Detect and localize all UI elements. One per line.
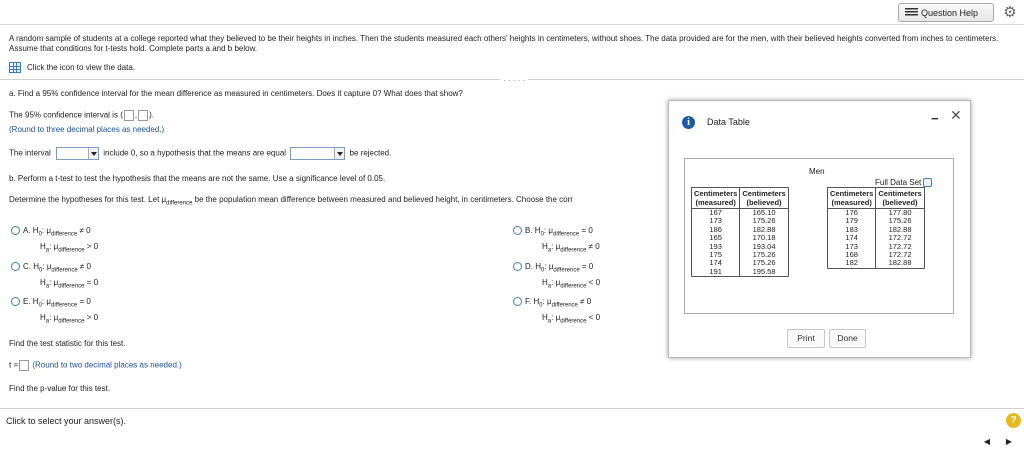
- table-row: 174 172.72: [828, 234, 925, 242]
- data-panel: [684, 158, 954, 314]
- t-round-note: (Round to two decimal places as needed.): [32, 360, 182, 370]
- ci-prefix: The 95% confidence interval is: [9, 110, 118, 120]
- data-table-icon[interactable]: [9, 62, 21, 73]
- option-f[interactable]: F. $H_0$: $\mu_{difference} \ne 0$ $H_a$: $\mu_{difference} < 0$: [513, 296, 600, 327]
- menu-icon: [905, 8, 918, 17]
- chevron-down-icon: [88, 148, 98, 159]
- question-help-label: Question Help: [921, 7, 979, 18]
- problem-intro: A random sample of students at a college reported what they believed to be their heights in inches. Then the students measured each others' heights in centimeters, without shoes. The data provided are for the men, with their believed heights converted from inches to centimeters. Assume that conditions for t-tests hold. Complete parts a and b below.: [9, 34, 999, 53]
- test-stat-prompt: Find the test statistic for this test.: [9, 339, 126, 348]
- table-row: 165 170.18: [692, 234, 789, 242]
- col-header-believed: Centimeters (believed): [740, 188, 788, 209]
- divider-dots[interactable]: · · · · ·: [500, 76, 528, 85]
- hypotheses-sub: difference: [166, 200, 193, 207]
- option-e[interactable]: E. $H_0$: $\mu_{difference} = 0$ $H_a$: $\mu_{difference} > 0$: [11, 296, 98, 327]
- table-row: 175 175.26: [692, 251, 789, 259]
- help-icon[interactable]: ?: [1006, 413, 1021, 428]
- interval-middle: include 0, so a hypothesis that the means are equal: [103, 148, 287, 158]
- table-row: 176 177.80: [828, 209, 925, 218]
- table-row: 182 182.88: [828, 259, 925, 268]
- col-header-believed: Centimeters (believed): [876, 188, 924, 209]
- interval-suffix: be rejected.: [349, 148, 392, 158]
- part-a-question: a. Find a 95% confidence interval for the mean difference as measured in centimeters. Does it capture 0? What does that show?: [9, 89, 463, 98]
- print-button[interactable]: Print: [787, 329, 825, 348]
- option-b[interactable]: B. $H_0$: $\mu_{difference} = 0$ $H_a$: $\mu_{difference} \ne 0$: [513, 225, 600, 256]
- view-data-link[interactable]: [9, 62, 135, 73]
- ci-comma: ,: [134, 110, 138, 120]
- ci-upper-input[interactable]: [138, 110, 148, 121]
- interval-include-dropdown[interactable]: [56, 147, 99, 160]
- part-b-question: b. Perform a t-test to test the hypothesis that the means are not the same. Use a significance level of 0.05.: [9, 174, 386, 183]
- table-row: 173 175.26: [692, 217, 789, 225]
- dialog-title: Data Table: [707, 117, 750, 127]
- t-label: t =: [9, 360, 19, 370]
- select-answer-text: Click to select your answer(s).: [6, 416, 127, 426]
- ci-row: [9, 110, 154, 121]
- option-e-radio[interactable]: [11, 297, 20, 306]
- header-divider: [0, 24, 1024, 25]
- option-c[interactable]: C. $H_0$: $\mu_{difference} \ne 0$ $H_a$: $\mu_{difference} = 0$: [11, 261, 98, 292]
- table-row: 179 175.26: [828, 217, 925, 225]
- info-icon: i: [682, 116, 695, 129]
- interval-rejected-dropdown[interactable]: [290, 147, 345, 160]
- option-d-radio[interactable]: [513, 262, 522, 271]
- group-label: Men: [809, 167, 825, 176]
- data-table-right: [827, 187, 925, 269]
- hypotheses-prompt: [9, 195, 669, 207]
- table-row: 173 172.72: [828, 243, 925, 251]
- table-row: 193 193.04: [692, 243, 789, 251]
- hypotheses-pre: Determine the hypotheses for this test. Let μ: [9, 195, 167, 204]
- table-row: 186 182.88: [692, 226, 789, 234]
- table-row: 191 195.58: [692, 268, 789, 277]
- close-icon[interactable]: ✕: [950, 107, 962, 123]
- table-row: 167 165.10: [692, 209, 789, 218]
- option-b-radio[interactable]: [513, 226, 522, 235]
- option-f-radio[interactable]: [513, 297, 522, 306]
- table-row: 183 182.88: [828, 226, 925, 234]
- ci-lower-input[interactable]: [124, 110, 134, 121]
- footer-divider: [0, 408, 1024, 409]
- table-row: 174 175.26: [692, 259, 789, 267]
- done-button[interactable]: Done: [829, 329, 866, 348]
- option-a-radio[interactable]: [11, 226, 20, 235]
- ci-round-note: (Round to three decimal places as needed.): [9, 125, 165, 134]
- next-arrow-icon[interactable]: ▶: [1005, 437, 1013, 446]
- full-data-set: [875, 178, 932, 187]
- interval-prefix: The interval: [9, 148, 51, 158]
- minimize-icon[interactable]: −: [931, 111, 939, 126]
- t-input[interactable]: [19, 360, 29, 371]
- ci-open-paren: (: [120, 110, 123, 120]
- view-data-label[interactable]: Click the icon to view the data.: [27, 63, 136, 72]
- full-data-label: Full Data Set: [875, 178, 922, 187]
- table-row: 168 172.72: [828, 251, 925, 259]
- gear-icon[interactable]: ⚙: [1003, 4, 1017, 21]
- question-help-button[interactable]: [898, 3, 994, 22]
- prev-arrow-icon[interactable]: ◀: [983, 437, 991, 446]
- option-d[interactable]: D. $H_0$: $\mu_{difference} = 0$ $H_a$: $\mu_{difference} < 0$: [513, 261, 600, 292]
- interval-row: [9, 147, 391, 160]
- ci-close-paren: ).: [149, 110, 154, 120]
- option-a[interactable]: A. $H_0$: $\mu_{difference} \ne 0$ $H_a$: $\mu_{difference} > 0$: [11, 225, 98, 256]
- data-table-dialog: [668, 100, 971, 358]
- pvalue-prompt: Find the p-value for this test.: [9, 384, 110, 393]
- data-table-left: [691, 187, 789, 277]
- col-header-measured: Centimeters (measured): [828, 188, 876, 209]
- hypotheses-post: be the population mean difference between measured and believed height, in centimeters. Choose the corr: [194, 195, 573, 204]
- col-header-measured: Centimeters (measured): [692, 188, 740, 209]
- chevron-down-icon: [334, 148, 344, 159]
- option-c-radio[interactable]: [11, 262, 20, 271]
- t-row: [9, 360, 182, 371]
